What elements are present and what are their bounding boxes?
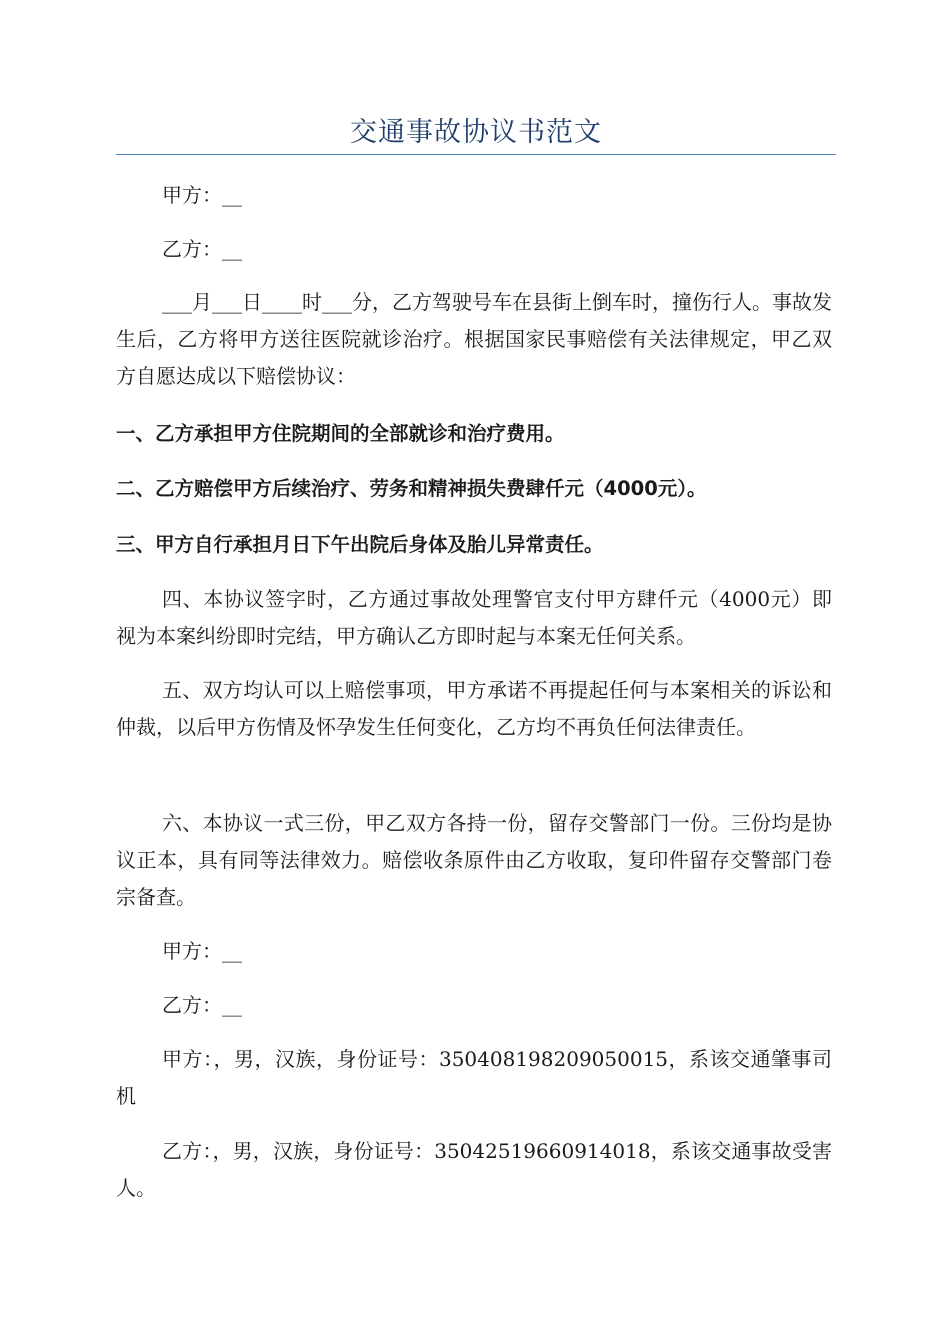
clause-6: 六、本协议一式三份，甲乙双方各持一份，留存交警部门一份。三份均是协议正本，具有同等法律效力。赔偿收条原件由乙方收取，复印件留存交警部门卷宗备查。 [116, 811, 832, 909]
clause-2: 二、乙方赔偿甲方后续治疗、劳务和精神损失费肆仟元（4000元）。 [116, 477, 707, 500]
clause-5: 五、双方均认可以上赔偿事项，甲方承诺不再提起任何与本案相关的诉讼和仲裁，以后甲方伤情及怀孕发生任何变化，乙方均不再负任何法律责任。 [116, 678, 832, 739]
signature-party-a: 甲方：__ [162, 939, 242, 963]
signature-party-b: 乙方：__ [162, 993, 242, 1017]
party-a-identity: 甲方：，男，汉族，身份证号：350408198209050015，系该交通肇事司机 [116, 1047, 832, 1108]
document-title: 交通事故协议书范文 [350, 117, 602, 148]
party-b-identity: 乙方：，男，汉族，身份证号：35042519660914018，系该交通事故受害人。 [116, 1139, 832, 1200]
party-b-line: 乙方：__ [162, 237, 242, 261]
party-a-line: 甲方：__ [162, 183, 242, 207]
accident-description: ___月___日____时___分，乙方驾驶号车在县街上倒车时，撞伤行人。事故发生后，乙方将甲方送往医院就诊治疗。根据国家民事赔偿有关法律规定，甲乙双方自愿达成以下赔偿协议： [116, 290, 832, 388]
clause-4: 四、本协议签字时，乙方通过事故处理警官支付甲方肆仟元（4000元）即视为本案纠纷即时完结，甲方确认乙方即时起与本案无任何关系。 [116, 587, 832, 648]
clause-3: 三、甲方自行承担月日下午出院后身体及胎儿异常责任。 [116, 533, 604, 556]
title-underline [116, 154, 836, 155]
clause-1: 一、乙方承担甲方住院期间的全部就诊和治疗费用。 [116, 422, 565, 445]
